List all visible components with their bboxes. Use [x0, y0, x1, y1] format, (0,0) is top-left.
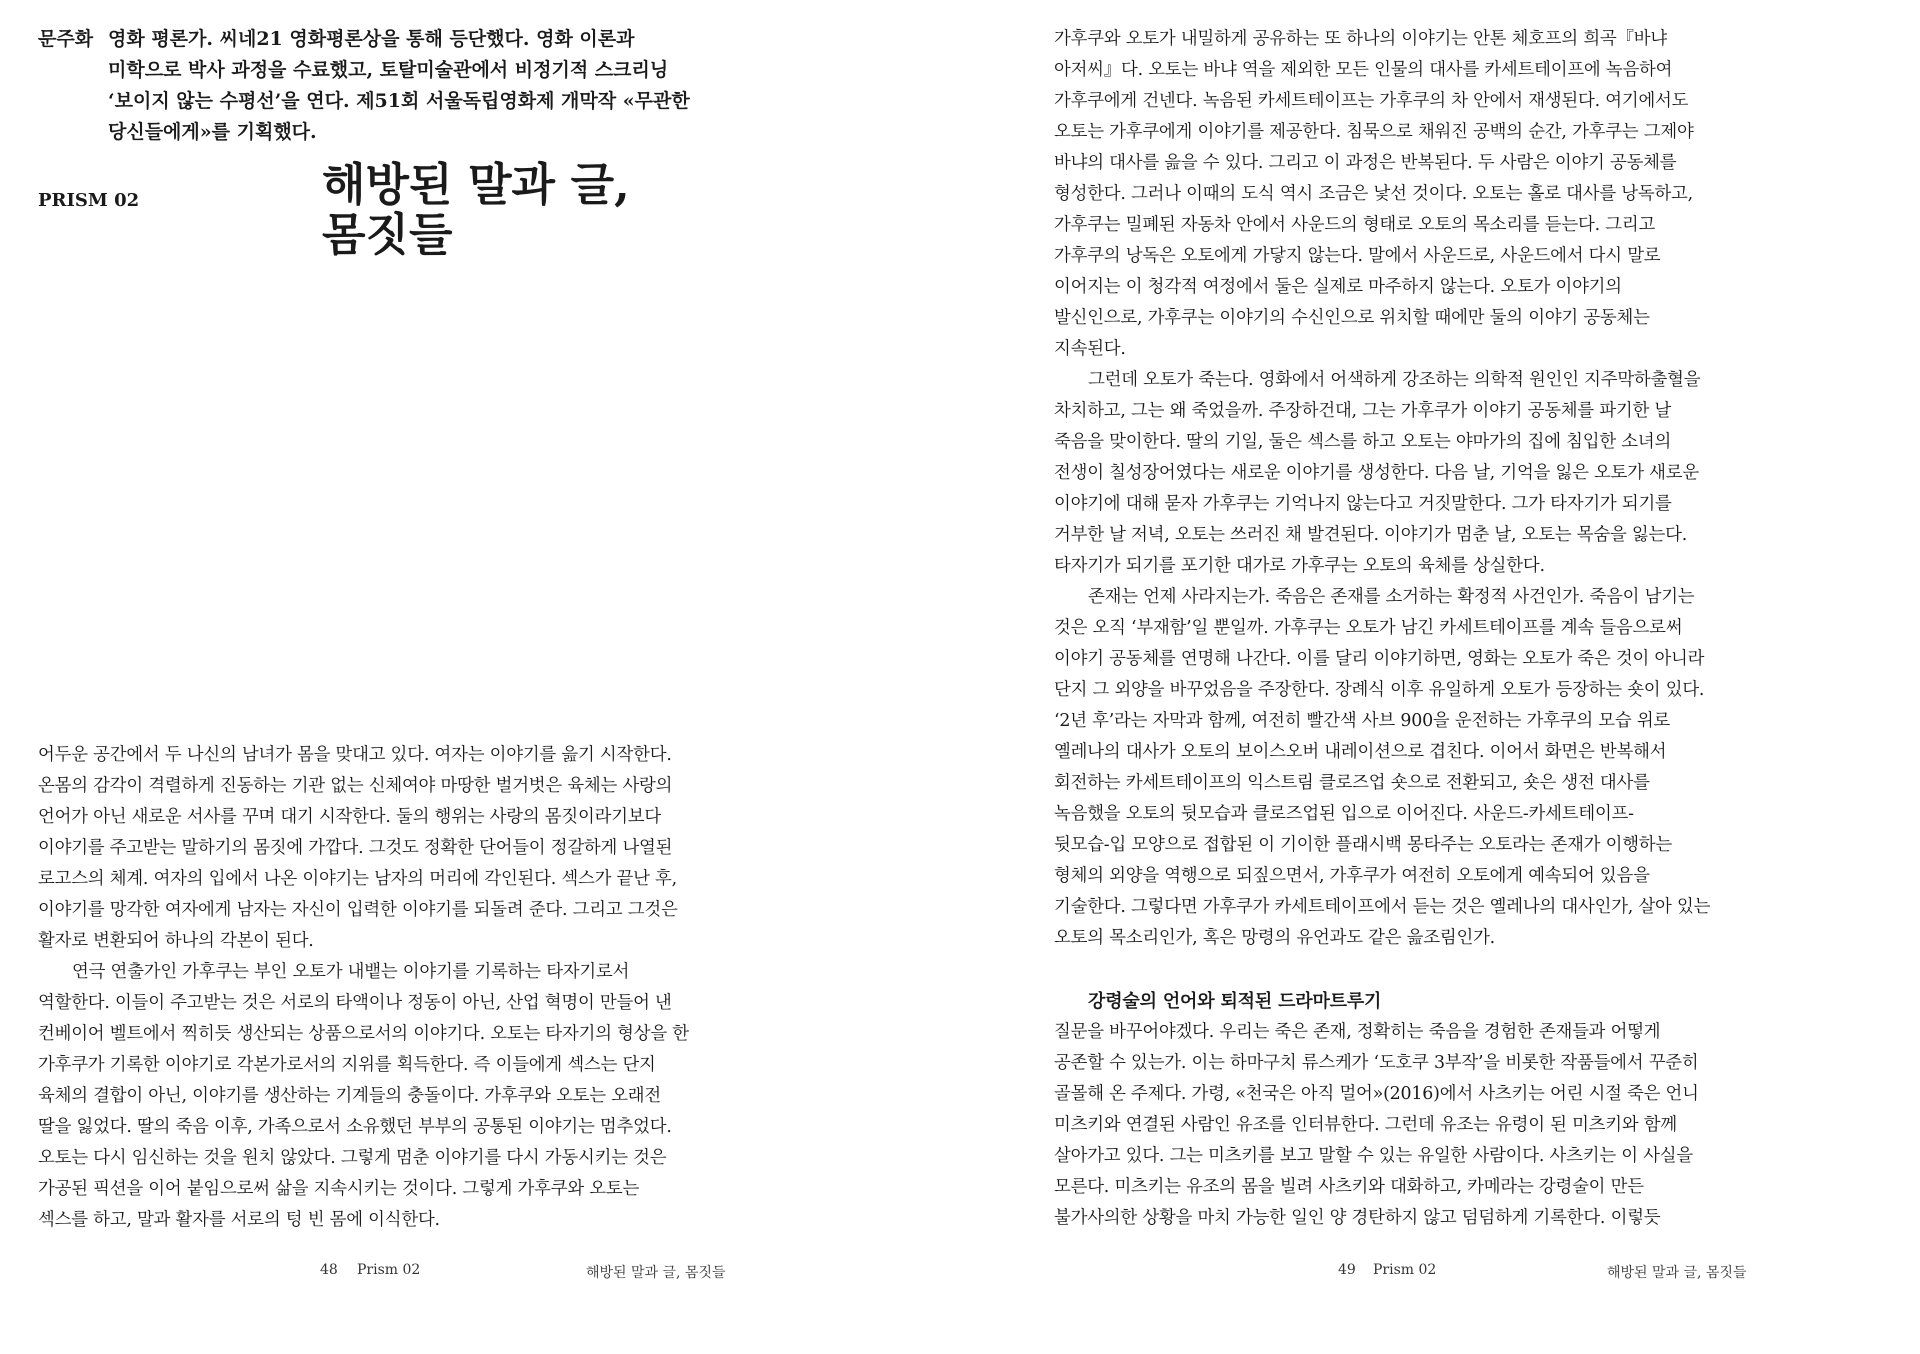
body-line: 가후쿠가 기록한 이야기로 각본가로서의 지위를 획득한다. 즉 이들에게 섹스는 단지 [38, 1055, 656, 1075]
body-line: 가후쿠에게 건넨다. 녹음된 카세트테이프는 가후쿠의 차 안에서 재생된다. 여기에서도 [1054, 91, 1689, 111]
author-bio-line: 영화 평론가. 씨네21 영화평론상을 통해 등단했다. 영화 이론과 [108, 28, 635, 50]
body-line: 언어가 아닌 새로운 서사를 꾸며 대기 시작한다. 둘의 행위는 사랑의 몸짓이라기보다 [38, 807, 661, 827]
body-line: ‘2년 후’라는 자막과 함께, 여전히 빨간색 사브 900을 운전하는 가후쿠의 모습 위로 [1054, 711, 1671, 731]
body-line: 이야기를 망각한 여자에게 남자는 자신이 입력한 이야기를 되돌려 준다. 그리고 그것은 [38, 900, 678, 920]
body-line: 가공된 픽션을 이어 붙임으로써 삶을 지속시키는 것이다. 그렇게 가후쿠와 오토는 [38, 1179, 640, 1199]
body-line: 로고스의 체계. 여자의 입에서 나온 이야기는 남자의 머리에 각인된다. 섹스가 끝난 후, [38, 869, 677, 889]
body-line: 오토는 다시 임신하는 것을 원치 않았다. 그렇게 멈춘 이야기를 다시 가동시키는 것은 [38, 1148, 667, 1168]
section-subheading: 강령술의 언어와 퇴적된 드라마트루기 [1088, 991, 1382, 1012]
body-line: 기술한다. 그렇다면 가후쿠가 카세트테이프에서 듣는 것은 옐레나의 대사인가, 살아 있는 [1054, 897, 1711, 917]
section-label: PRISM 02 [38, 190, 140, 211]
body-line: 딸을 잃었다. 딸의 죽음 이후, 가족으로서 소유했던 부부의 공통된 이야기는 멈추었다. [38, 1117, 672, 1137]
body-text-right [1054, 24, 1754, 1234]
body-line: 가후쿠와 오토가 내밀하게 공유하는 또 하나의 이야기는 안톤 체호프의 희곡『바냐 [1054, 29, 1667, 49]
running-title: 해방된 말과 글, 몸짓들 [586, 1265, 726, 1281]
body-line: 오토는 가후쿠에게 이야기를 제공한다. 침묵으로 채워진 공백의 순간, 가후쿠는 그제야 [1054, 122, 1694, 142]
body-line: 오토의 목소리인가, 혹은 망령의 유언과도 같은 읊조림인가. [1054, 928, 1496, 948]
body-line: 이야기 공동체를 연명해 나간다. 이를 달리 이야기하면, 영화는 오토가 죽은 것이 아니라 [1054, 649, 1705, 669]
page-number: 49 [1338, 1262, 1356, 1278]
body-line: 불가사의한 상황을 마치 가능한 일인 양 경탄하지 않고 덤덤하게 기록한다. 이렇듯 [1054, 1208, 1661, 1228]
body-line: 가후쿠는 밀폐된 자동차 안에서 사운드의 형태로 오토의 목소리를 듣는다. 그리고 [1054, 215, 1656, 235]
body-line: 섹스를 하고, 말과 활자를 서로의 텅 빈 몸에 이식한다. [38, 1210, 440, 1230]
body-line: 옐레나의 대사가 오토의 보이스오버 내레이션으로 겹친다. 이어서 화면은 반복해서 [1054, 742, 1667, 762]
body-line: 골몰해 온 주제다. 가령, «천국은 아직 멀어»(2016)에서 사츠키는 어린 시절 죽은 언니 [1054, 1084, 1699, 1104]
body-line: 이어지는 이 청각적 여정에서 둘은 실제로 마주하지 않는다. 오토가 이야기의 [1054, 277, 1622, 297]
body-line: 거부한 날 저녁, 오토는 쓰러진 채 발견된다. 이야기가 멈춘 날, 오토는 목숨을 잃는다. [1054, 525, 1688, 545]
body-line: 공존할 수 있는가. 이는 하마구치 류스케가 ‘도호쿠 3부작’을 비롯한 작품들에서 꾸준히 [1054, 1053, 1699, 1073]
body-line: 아저씨』다. 오토는 바냐 역을 제외한 모든 인물의 대사를 카세트테이프에 녹음하여 [1054, 60, 1673, 80]
body-line: 활자로 변환되어 하나의 각본이 된다. [38, 931, 314, 951]
article-title-line: 해방된 말과 글, [322, 158, 630, 211]
body-line: 역할한다. 이들이 주고받는 것은 서로의 타액이나 정동이 아닌, 산업 혁명이 만들어 낸 [38, 993, 672, 1013]
body-line: 것은 오직 ‘부재함’일 뿐일까. 가후쿠는 오토가 남긴 카세트테이프를 계속 들음으로써 [1054, 618, 1683, 638]
author-name: 문주화 [38, 28, 94, 50]
body-line: 발신인으로, 가후쿠는 이야기의 수신인으로 위치할 때에만 둘의 이야기 공동체는 [1054, 308, 1650, 328]
article-title-line: 몸짓들 [322, 208, 453, 261]
body-line: 회전하는 카세트테이프의 익스트림 클로즈업 숏으로 전환되고, 숏은 생전 대사를 [1054, 773, 1650, 793]
magazine-name: Prism 02 [357, 1262, 421, 1278]
body-line: 연극 연출가인 가후쿠는 부인 오토가 내뱉는 이야기를 기록하는 타자기로서 [72, 962, 630, 982]
body-line: 녹음했을 오토의 뒷모습과 클로즈업된 입으로 이어진다. 사운드-카세트테이프- [1054, 804, 1634, 824]
body-line: 존재는 언제 사라지는가. 죽음은 존재를 소거하는 확정적 사건인가. 죽음이 남기는 [1088, 587, 1695, 607]
body-line: 미츠키와 연결된 사람인 유조를 인터뷰한다. 그런데 유조는 유령이 된 미츠키와 함께 [1054, 1115, 1677, 1135]
body-line: 어두운 공간에서 두 나신의 남녀가 몸을 맞대고 있다. 여자는 이야기를 읊기 시작한다. [38, 745, 672, 765]
body-line: 전생이 칠성장어였다는 새로운 이야기를 생성한다. 다음 날, 기억을 잃은 오토가 새로운 [1054, 463, 1699, 483]
right-page [960, 0, 1920, 1354]
body-line: 육체의 결합이 아닌, 이야기를 생산하는 기계들의 충돌이다. 가후쿠와 오토는 오래전 [38, 1086, 661, 1106]
body-line: 형체의 외양을 역행으로 되짚으면서, 가후쿠가 여전히 오토에게 예속되어 있음을 [1054, 866, 1650, 886]
body-line: 가후쿠의 낭독은 오토에게 가닿지 않는다. 말에서 사운드로, 사운드에서 다시 말로 [1054, 246, 1661, 266]
body-line: 컨베이어 벨트에서 찍히듯 생산되는 상품으로서의 이야기다. 오토는 타자기의 형상을 한 [38, 1024, 689, 1044]
body-line: 단지 그 외양을 바꾸었음을 주장한다. 장례식 이후 유일하게 오토가 등장하는 숏이 있다. [1054, 680, 1705, 700]
page-number: 48 [320, 1262, 338, 1278]
body-line: 뒷모습-입 모양으로 접합된 이 기이한 플래시백 몽타주는 오토라는 존재가 이행하는 [1054, 835, 1673, 855]
body-line: 살아가고 있다. 그는 미츠키를 보고 말할 수 있는 유일한 사람이다. 사츠키는 이 사실을 [1054, 1146, 1693, 1166]
body-line: 죽음을 맞이한다. 딸의 기일, 둘은 섹스를 하고 오토는 야마가의 집에 침입한 소녀의 [1054, 432, 1672, 452]
body-line: 지속된다. [1054, 339, 1126, 359]
author-bio-line: ‘보이지 않는 수평선’을 연다. 제51회 서울독립영화제 개막작 «무관한 [108, 90, 690, 112]
body-line: 타자기가 되기를 포기한 대가로 가후쿠는 오토의 육체를 상실한다. [1054, 556, 1545, 576]
body-line: 질문을 바꾸어야겠다. 우리는 죽은 존재, 정확히는 죽음을 경험한 존재들과 어떻게 [1054, 1022, 1661, 1042]
author-bio-line: 미학으로 박사 과정을 수료했고, 토탈미술관에서 비정기적 스크리닝 [108, 59, 669, 81]
body-line: 바냐의 대사를 읊을 수 있다. 그리고 이 과정은 반복된다. 두 사람은 이야기 공동체를 [1054, 153, 1677, 173]
body-line: 온몸의 감각이 격렬하게 진동하는 기관 없는 신체여야 마땅한 벌거벗은 육체는 사랑의 [38, 776, 673, 796]
body-line: 차치하고, 그는 왜 죽었을까. 주장하건대, 그는 가후쿠가 이야기 공동체를 파기한 날 [1054, 401, 1672, 421]
body-line: 그런데 오토가 죽는다. 영화에서 어색하게 강조하는 의학적 원인인 지주막하출혈을 [1088, 370, 1701, 390]
body-line: 이야기를 주고받는 말하기의 몸짓에 가깝다. 그것도 정확한 단어들이 정갈하게 나열된 [38, 838, 673, 858]
body-line: 이야기에 대해 묻자 가후쿠는 기억나지 않는다고 거짓말한다. 그가 타자기가 되기를 [1054, 494, 1672, 514]
body-text-left [38, 740, 728, 1236]
running-title: 해방된 말과 글, 몸짓들 [1607, 1265, 1747, 1281]
author-bio [108, 24, 758, 148]
author-bio-line: 당신들에게»를 기획했다. [108, 121, 317, 143]
author-block [38, 24, 758, 148]
body-line: 형성한다. 그러나 이때의 도식 역시 조금은 낯선 것이다. 오토는 홀로 대사를 낭독하고, [1054, 184, 1693, 204]
article-title [322, 160, 630, 260]
body-line: 모른다. 미츠키는 유조의 몸을 빌려 사츠키와 대화하고, 카메라는 강령술이 만든 [1054, 1177, 1644, 1197]
magazine-name: Prism 02 [1373, 1262, 1437, 1278]
